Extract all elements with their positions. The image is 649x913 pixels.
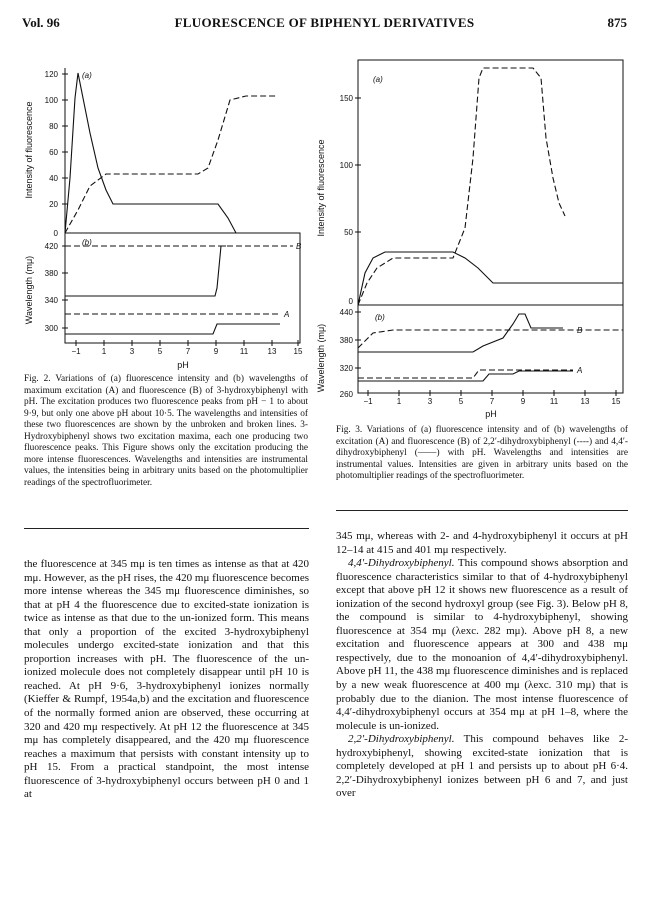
fig2-xtick: 9: [213, 347, 219, 356]
fig2-a-ytick: 80: [49, 122, 58, 131]
running-header: [22, 15, 627, 31]
fig3-xtick: 15: [611, 397, 621, 406]
fig2-b-curve-A-solid: [65, 324, 280, 334]
fig2-curve-B-label: B: [296, 242, 302, 251]
fig3-xtick: 5: [458, 397, 464, 406]
fig2-a-solid-curve: [65, 73, 236, 233]
fig3-a-frame: [358, 60, 623, 305]
fig2-b-frame: [65, 233, 300, 343]
fig3-b-curve-B-broken: [358, 330, 623, 348]
fig2-b-ytick: 340: [44, 296, 58, 305]
fig3-a-ytick: 0: [348, 297, 353, 306]
figure-2: [18, 58, 318, 368]
fig3-b-ytick: 440: [339, 308, 353, 317]
volume-number: Vol. 96: [22, 15, 60, 30]
fig3-a-ytick: 50: [344, 228, 353, 237]
fig3-xtick: −1: [363, 397, 373, 406]
fig3-a-broken-curve: [358, 68, 565, 305]
fig3-b-ylabel: Wavelength (mμ): [316, 323, 326, 393]
fig2-a-ytick: 20: [49, 200, 58, 209]
fig3-xlabel: pH: [485, 409, 497, 419]
fig3-b-curve-A-solid: [358, 371, 573, 381]
fig3-xtick: 7: [489, 397, 495, 406]
figure-2-caption: Fig. 2. Variations of (a) fluorescence intensity and (b) wavelengths of maximum excitation (A) and fluorescence (B) of 3-hydroxybiphenyl with pH. The excitation produces two fluorescence peaks from pH − 1 to about 9·9, but only one above pH about 10·5. The wavelengths and intensities of these two fluorescences are shown by the unbroken and broken lines. 3-Hydroxybiphenyl shows two excitation maxima, each one producing two fluorescence peaks. This Figure shows only the excitation producing the more intense fluorescences. Wavelengths and intensities are instrumental values, the intensities being in arbitrary units based on the photomultiplier readings of the spectrofluorimeter.: [24, 374, 308, 488]
fig2-xtick: −1: [71, 347, 81, 356]
fig3-xtick: 9: [520, 397, 526, 406]
fig3-xtick: 11: [549, 397, 559, 406]
fig2-a-ytick: 120: [44, 70, 58, 79]
fig3-curve-B-label: B: [577, 326, 583, 335]
fig2-xtick: 15: [293, 347, 303, 356]
body-column-left: [24, 558, 309, 802]
section-heading-44-dihydroxybiphenyl: 4,4′-Dihydroxybiphenyl.: [348, 557, 455, 570]
fig3-a-ylabel: Intensity of fluorescence: [316, 139, 326, 237]
fig2-curve-A-label: A: [284, 310, 290, 319]
fig3-xtick: 1: [396, 397, 402, 406]
fig3-a-solid-curve: [358, 252, 623, 305]
fig2-xlabel: pH: [177, 360, 189, 370]
page-number: 875: [607, 15, 627, 30]
fig2-b-curve-B-solid: [65, 246, 226, 296]
fig2-panel-b-label: (b): [82, 238, 92, 247]
fig3-a-ytick: 100: [339, 161, 353, 170]
body-paragraph: [336, 733, 628, 801]
fig3-b-ytick: 380: [339, 336, 353, 345]
fig2-a-ytick: 0: [53, 229, 58, 238]
fig2-xtick: 5: [157, 347, 163, 356]
left-figure-rule: [24, 528, 309, 529]
fig2-xtick: 13: [267, 347, 277, 356]
fig2-a-ytick: 60: [49, 148, 58, 157]
fig3-panel-a-label: (a): [373, 75, 383, 84]
journal-running-title: FLUORESCENCE OF BIPHENYL DERIVATIVES: [174, 15, 475, 30]
fig2-a-ytick: 100: [44, 96, 58, 105]
fig2-b-ytick: 380: [44, 269, 58, 278]
fig3-xtick: 3: [427, 397, 433, 406]
body-paragraph: the fluorescence at 345 mμ is ten times as intense as that at 420 mμ. However, as the pH rises, the 420 mμ fluorescence becomes more intense whereas the 345 mμ fluorescence diminishes, so that at pH 4 the fluorescence due to excited-state ionization is twice as intense as that due to the un-ionized form. This means that only a proportion of the excited 3-hydroxybiphenyl molecules undergo excited-state ionization and that this proportion increases with pH. The fluorescence of the un-ionized molecule does not completely disappear until pH 10 is reached. At pH 9·6, 3-hydroxybiphenyl ionizes normally (Kieffer & Rumpf, 1954a,b) and the excitation and fluorescence of the normally formed anion are observed, these occurring at 320 and 420 mμ respectively. At pH 12 the fluorescence at 345 mμ has completely disappeared, and the 420 mμ fluorescence reaches a maximum that persists with constant intensity up to pH 15. From a practical standpoint, the most intense fluorescence of 3-hydroxybiphenyl occurs between pH 0 and 1 at: [24, 558, 309, 801]
fig3-a-ytick: 150: [339, 94, 353, 103]
paragraph-text: This compound behaves like 2-hydroxybiphenyl, showing excited-state ionization that is completely developed at pH 1 and persists up to about pH 6·4. 2,2′-Dihydroxybiphenyl ionizes between pH 6 and 7, and just over: [336, 733, 628, 800]
fig3-b-ytick: 260: [339, 390, 353, 399]
figure-3-caption: Fig. 3. Variations of (a) fluorescence intensity and of (b) wavelengths of excitation (A) and fluorescence (B) of 2,2′-dihydroxybiphenyl (----) and 4,4′-dihydroxybiphenyl (——) with pH. Wavelengths and intensities are instrumental values. Intensities are given in arbitrary units based on the photomultiplier readings of the spectrofluorimeter.: [336, 425, 628, 481]
fig2-xtick: 7: [185, 347, 191, 356]
fig3-b-ytick: 320: [339, 364, 353, 373]
fig2-b-ytick: 300: [44, 324, 58, 333]
right-figure-rule: [336, 510, 628, 511]
fig2-b-ylabel: Wavelength (mμ): [24, 255, 34, 325]
fig3-b-curve-B-solid: [358, 314, 563, 352]
fig2-a-ylabel: Intensity of fluorescence: [24, 101, 34, 199]
fig2-xtick: 1: [101, 347, 107, 356]
body-paragraph: 345 mμ, whereas with 2- and 4-hydroxybiphenyl it occurs at pH 12–14 at 415 and 401 mμ respectively.: [336, 530, 628, 556]
fig3-curve-A-label: A: [577, 366, 583, 375]
paragraph-text: This compound shows absorption and fluorescence characteristics similar to that of 4-hydroxybiphenyl except that above pH 12 it shows new fluorescence as a result of ionization of the second hydroxyl group (see Fig. 3). Below pH 8, the compound is similar to 4-hydroxybiphenyl, showing fluorescence at 354 mμ (λexc. 282 mμ). Above pH 8, a new excitation and fluorescence appears at 300 and 438 mμ respectively, due to the monoanion of 4,4′-dihydroxybiphenyl. Above pH 11, the 438 mμ fluorescence diminishes and is replaced by a new weak fluorescence at 400 mμ (λexc. 310 mμ) that is probably due to the dianion. The most intense fluorescence of 4,4′-dihydroxybiphenyl occurs at 354 mμ at pH 1–8, where the molecule is un-ionized.: [336, 557, 628, 732]
fig2-a-ytick: 40: [49, 174, 58, 183]
body-paragraph: [336, 557, 628, 733]
fig2-xtick: 3: [129, 347, 135, 356]
fig2-panel-a-label: (a): [82, 71, 92, 80]
fig3-b-frame: [358, 305, 623, 393]
fig3-xtick: 13: [580, 397, 590, 406]
fig3-panel-b-label: (b): [375, 313, 385, 322]
body-column-right: [336, 530, 628, 801]
section-heading-22-dihydroxybiphenyl: 2,2′-Dihydroxybiphenyl.: [348, 733, 455, 746]
fig2-b-ytick: 420: [44, 242, 58, 251]
fig2-xtick: 11: [239, 347, 249, 356]
figure-3: [316, 58, 633, 419]
